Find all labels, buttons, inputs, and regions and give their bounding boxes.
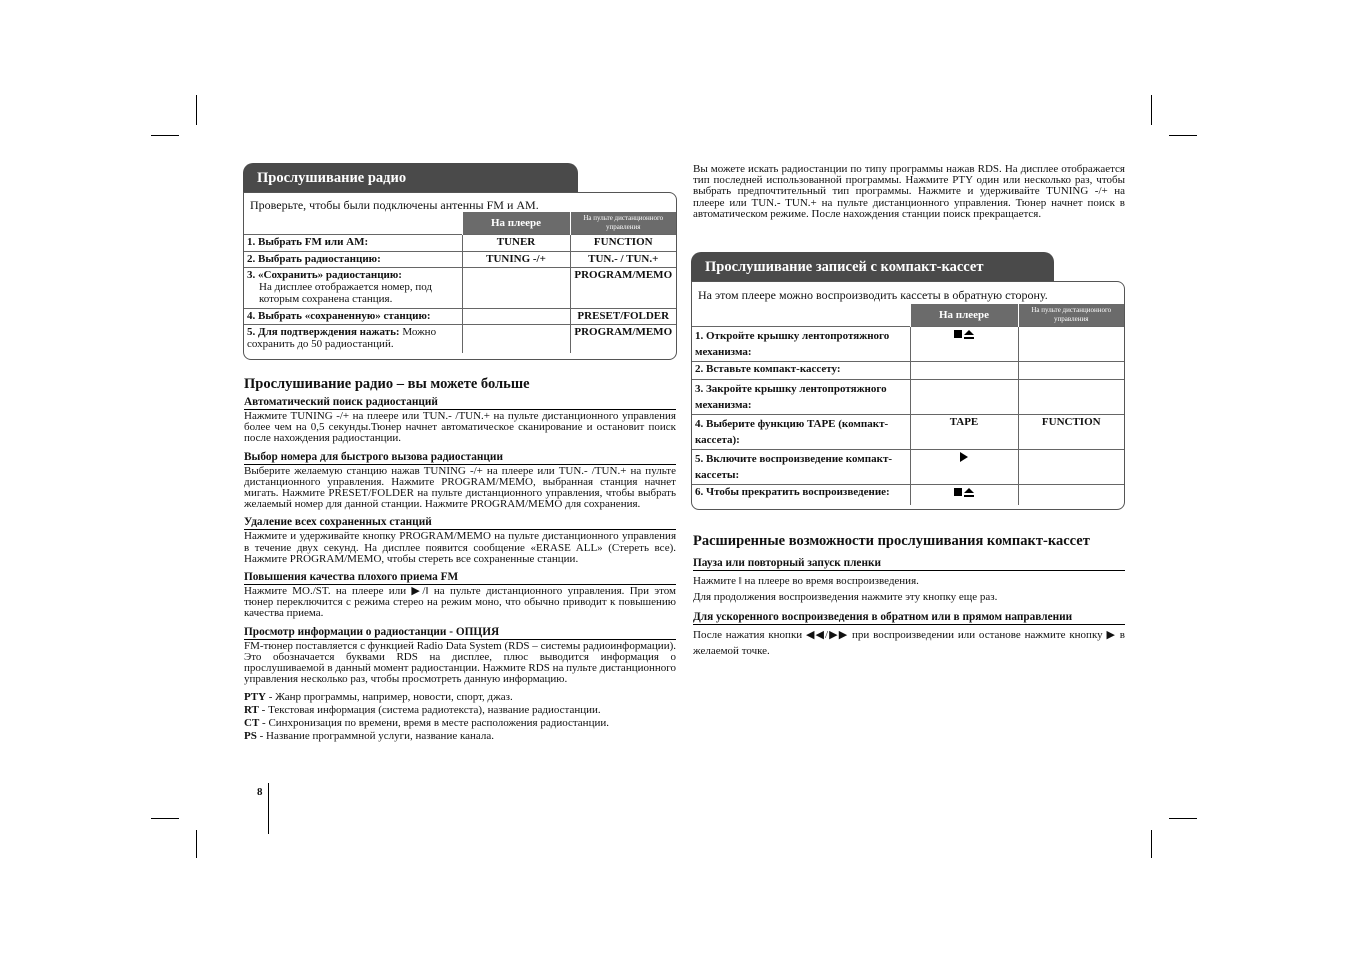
section-preset: Выбор номера для быстрого вызова радиостанции Выберите желаемую станцию нажав TUNING -/+ на плеере или TUN.- /TUN.+ на пульте дистанционного управления. Нажмите PROGRAM/MEMO, выбранная станция начнет мигать. Нажмите PRESET/FOLDER на пульте дистанционного управления, чтобы выбрать желаемый номер для данной станции. Нажмите PROGRAM/MEMO для сохранения.: [244, 450, 676, 511]
tape-note: На этом плеере можно воспроизводить кассеты в обратную сторону.: [698, 288, 1048, 302]
section-title-tape: Прослушивание записей с компакт-кассет: [691, 252, 1054, 282]
tape-table-box: [691, 281, 1125, 510]
page-number: 8: [257, 786, 263, 798]
table-row: 3. Закройте крышку лентопротяжного механизма:: [692, 380, 1124, 415]
crop-mark: [196, 830, 197, 858]
section-fm-quality: Повышения качества плохого приема FM Нажмите MO./ST. на плеере или ▶/‖ на пульте дистанционного управления. При этом тюнер переключится с режима стерео на режим моно, что обычно приводит к повышению качества приема.: [244, 571, 676, 620]
def-item: PTY - Жанр программы, например, новости, спорт, джаз.: [244, 691, 513, 704]
crop-mark: [1169, 135, 1197, 136]
crop-mark: [1169, 818, 1197, 819]
section-erase: Удаление всех сохраненных станций Нажмите и удерживайте кнопку PROGRAM/MEMO на пульте дистанционного управления в течение двух секунд. На дисплее появится сообщение «ERASE ALL» (Стереть все). Нажмите PROGRAM/MEMO, чтобы стереть все сохраненные станции.: [244, 516, 676, 565]
def-item: CT - Синхронизация по времени, время в месте расположения радиостанции.: [244, 717, 609, 730]
rds-definitions: [244, 691, 676, 743]
table-header-row: [244, 212, 676, 235]
table-row: 2. Вставьте компакт-кассету:: [692, 362, 1124, 380]
radio-table-box: [243, 192, 677, 360]
section-ffrew: Для ускоренного воспроизведения в обратном или в прямом направлении После нажатия кнопки ◀◀/▶▶ при воспроизведении или останове нажмите кнопку ▶ в желаемой точке.: [693, 611, 1125, 657]
table-row: 2. Выбрать радиостанцию: TUNING -/+ TUN.- / TUN.+: [244, 252, 676, 268]
section-rds: Просмотр информации о радиостанции - ОПЦИЯ FM-тюнер поставляется с функцией Radio Data System (RDS – системы радиоинформации). Это обозначается буквами RDS на дисплее, плюс выводится информация о прослушиваемой в данный момент радиостанции. Нажмите RDS на пульте дистанционного управления несколько раз, чтобы просмотреть данную информацию.: [244, 625, 676, 686]
play-icon: [960, 452, 968, 462]
col-remote: На пульте дистанционного управления: [1018, 304, 1124, 327]
section-title-radio: Прослушивание радио: [243, 163, 578, 193]
eject-icon: [964, 488, 974, 497]
table-row: 1. Откройте крышку лентопротяжного механизма:: [692, 327, 1124, 362]
def-item: PS - Название программной услуги, название канала.: [244, 730, 495, 743]
crop-mark: [151, 818, 179, 819]
crop-mark: [1151, 830, 1152, 858]
table-header-row: [692, 304, 1124, 327]
radio-more-content: [244, 396, 676, 743]
col-remote: На пульте дистанционного управления: [570, 212, 676, 235]
crop-mark: [196, 95, 197, 125]
stop-icon: [954, 488, 962, 496]
section-pause: Пауза или повторный запуск пленки Нажмите ‖ на плеере во время воспроизведения. Для продолжения воспроизведения нажмите эту кнопку еще раз.: [693, 557, 1125, 605]
table-row: 5. Для подтверждения нажать: Можно сохранить до 50 радиостанций. PROGRAM/MEMO: [244, 325, 676, 353]
col-player: На плеере: [462, 212, 570, 235]
table-row: 5. Включите воспроизведение компакт-кассеты:: [692, 450, 1124, 485]
stop-icon: [954, 330, 962, 338]
table-row: 1. Выбрать FM или AM: TUNER FUNCTION: [244, 235, 676, 252]
tape-steps-table: [692, 304, 1124, 505]
section-auto-search: Автоматический поиск радиостанций Нажмите TUNING -/+ на плеере или TUN.- /TUN.+ на пульте дистанционного управления более чем на 0,5 секунды.Тюнер начнет автоматическое сканирование и остановит поиск после нахождения радиостанции.: [244, 396, 676, 445]
def-item: RT - Текстовая информация (система радиотекста), название радиостанции.: [244, 704, 601, 717]
table-row: 4. Выберите функцию TAPE (компакт-кассета): TAPE FUNCTION: [692, 415, 1124, 450]
eject-icon: [964, 330, 974, 339]
col-player: На плеере: [910, 304, 1018, 327]
page-number-rule: [268, 783, 269, 834]
radio-steps-table: [244, 212, 676, 353]
tape-more-title: Расширенные возможности прослушивания компакт-кассет: [693, 533, 1090, 549]
crop-mark: [151, 135, 179, 136]
rds-paragraph: Вы можете искать радиостанции по типу программы нажав RDS. На дисплее отображается тип последней использованной программы. Нажмите PTY один или несколько раз, чтобы выбрать предпочтительный тип программы. Нажмите и удерживайте TUNING -/+ на плеере или TUN.- TUN.+ на пульте дистанционного управления. Тюнер начнет поиск в автоматическом режиме. После нахождения станции поиск прекращается.: [693, 163, 1125, 220]
table-row: 4. Выбрать «сохраненную» станцию: PRESET/FOLDER: [244, 309, 676, 325]
radio-more-title: Прослушивание радио – вы можете больше: [244, 376, 530, 392]
radio-note: Проверьте, чтобы были подключены антенны FM и AM.: [250, 198, 539, 212]
table-row: 3. «Сохранить» радиостанцию: На дисплее отображается номер, под которым сохранена станция. PROGRAM/MEMO: [244, 268, 676, 309]
tape-more-content: [693, 557, 1125, 665]
crop-mark: [1151, 95, 1152, 125]
table-row: 6. Чтобы прекратить воспроизведение:: [692, 485, 1124, 505]
